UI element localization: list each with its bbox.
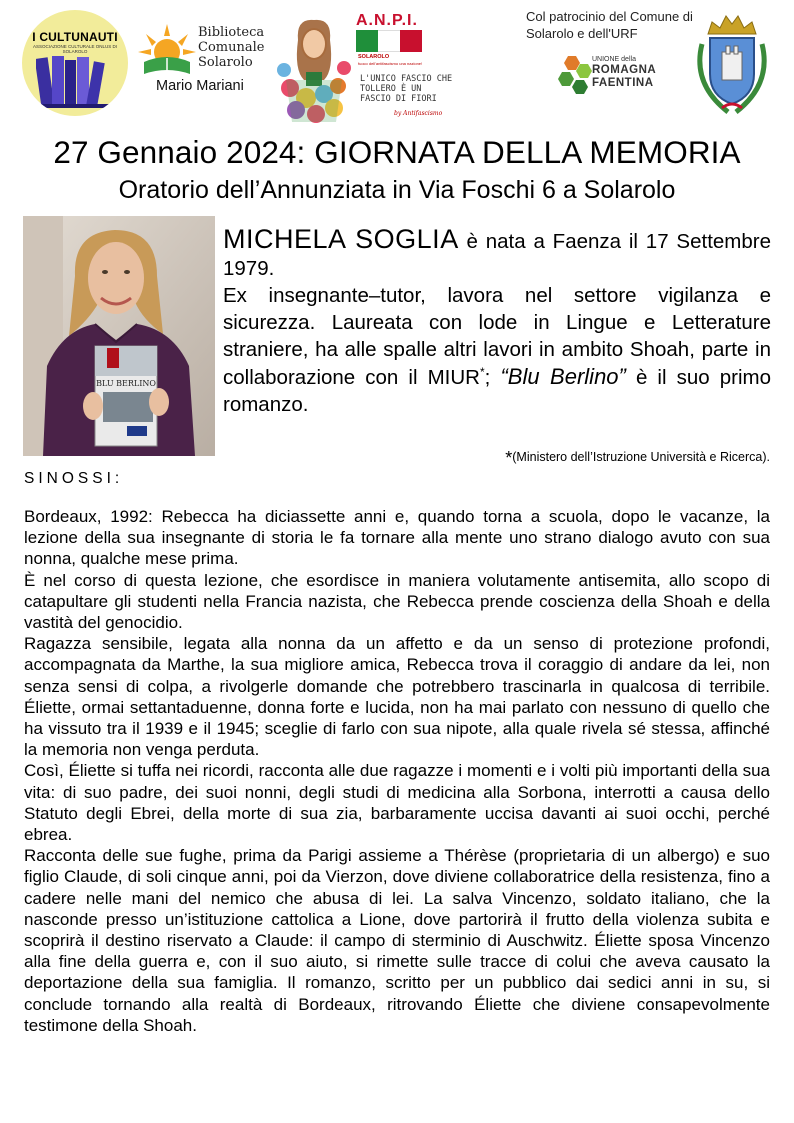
synopsis-paragraph: Ragazza sensibile, legata alla nonna da un affetto e da un senso di protezione profondi, accompagnata da Marthe, la sua migliore amica, Rebecca trova il coraggio di andare da lei, non senza sensi di colpa, a rivolgerle domande che potrebbero trascinarla in qualcosa di terribile. Éliette, ormai settantaduenne, donna forte e lucida, non ha mai parlato con nessuno di quello che ha vissuto tra il 1939 e il 1945; sceglie di farlo con sua nipote, alla quale rivela sé stessa, affinché la memoria non venga perduta. — [24, 634, 770, 760]
footnote — [505, 448, 770, 469]
bio-separator: ; — [484, 366, 501, 389]
footnote-text: (Ministero dell’Istruzione Università e Ricerca). — [512, 450, 770, 464]
biblioteca-line: Biblioteca — [198, 25, 265, 40]
patronage-line: Solarolo e dell'URF — [526, 26, 638, 41]
author-name: MICHELA SOGLIA — [223, 224, 459, 254]
synopsis-paragraph: Bordeaux, 1992: Rebecca ha diciassette anni e, quando torna a scuola, dopo le vacanze, la lezione della sua insegnante di storia le fa tornare alla mente uno strano dialogo avuto con sua nonna, qualche mese prima. — [24, 507, 770, 569]
bio-paragraph-career — [223, 282, 771, 418]
bio-paragraph-birth — [223, 226, 771, 282]
anpi-handwritten — [360, 74, 452, 104]
book-cover-title: BLU BERLINO — [96, 379, 156, 388]
biblioteca-name — [198, 25, 264, 70]
anpi-motto: fuoco dell'antifascismo una nazione! — [358, 61, 423, 66]
page-title: 27 Gennaio 2024: GIORNATA DELLA MEMORIA — [53, 134, 741, 170]
author-birth: è nata a Faenza il 17 Settembre 1979. — [223, 230, 771, 280]
synopsis-paragraph: Così, Éliette si tuffa nei ricordi, racconta alle due ragazze i momenti e i volti più importanti della sua vita: di suo padre, dei suoi nonni, degli studi di medicina alla Sorbona, interrotti a causa dello Statuto degli Ebrei, della morte di sua zia, barbaramente uccisa davanti ai suoi occhi, perché ebrea. — [24, 761, 770, 845]
coat-of-arms — [692, 4, 772, 116]
synopsis-paragraph: È nel corso di questa lezione, che esordisce in maniera volutamente antisemita, allo scopo di catapultare gli studenti nella Francia nazista, che Rebecca prende coscienza della Shoah e della vastità del genocidio. — [24, 570, 770, 633]
biblioteca-line: Solarolo — [198, 55, 253, 70]
biblioteca-person: Mario Mariani — [156, 78, 244, 94]
author-bio — [223, 226, 771, 418]
unione-line2: ROMAGNA — [592, 64, 657, 76]
page-subtitle: Oratorio dell’Annunziata in Via Foschi 6 a Solarolo — [118, 176, 676, 204]
synopsis-paragraph: Racconta delle sue fughe, prima da Parigi assieme a Thérèse (proprietaria di un albergo) e suo figlio Claude, di soli cinque anni, poi da Vierzon, dove diviene collaboratrice della resistenza, fino a cadere nelle mani del nemico che abusa di lei. La salva Vincenzo, soldato italiano, che la nasconde presso un’istituzione cattolica a Lione, dove partorirà il frutto della violenza subita e scoprirà il destino riservato a Claude: il campo di sterminio di Auschwitz. Éliette sposa Vincenzo alla fine della guerra e, con il suo aiuto, si rimette sulle tracce di colui che aveva causato la deportazione della sua famiglia. Il romanzo, scritto per un pubblico dai sedici anni in su, si conclude tornando alla realtà di Bordeaux, ritrovando Éliette che diviene consapevolmente testimone della Shoah. — [24, 846, 770, 1035]
biblioteca-logo — [138, 20, 268, 100]
sun-book-icon — [138, 22, 196, 78]
unione-romagna-logo — [556, 52, 686, 96]
biblioteca-line: Comunale — [198, 40, 265, 55]
books-icon — [36, 54, 116, 110]
anpi-flowers-logo — [276, 10, 462, 126]
handwritten-line: TOLLERO È UN — [360, 84, 422, 94]
anpi-place: SOLAROLO — [358, 54, 390, 60]
bio-career: Ex insegnante–tutor, lavora nel settore vigilanza e sicurezza. Laureata con lode in Lingue e Letterature straniere, ha alle spalle altri lavori in ambito Shoah, parte in collaborazione con il MIUR — [223, 284, 771, 389]
bio-closing: è il suo primo romanzo. — [223, 366, 772, 416]
synopsis — [24, 506, 770, 1036]
footnote-marker: * — [479, 365, 485, 380]
anpi-signature: by Antifascismo — [394, 110, 443, 117]
flower-woman-icon — [276, 10, 352, 126]
hexagons-icon — [556, 54, 592, 94]
author-portrait-image — [23, 216, 215, 456]
patronage-line: Col patrocinio del Comune di — [526, 9, 693, 24]
synopsis-heading: SINOSSI: — [24, 470, 124, 487]
coat-of-arms-icon — [692, 4, 772, 116]
cultunauti-tagline: ASSOCIAZIONE CULTURALE ONLUS DI SOLAROLO — [33, 44, 117, 54]
author-photo — [23, 216, 215, 456]
footnote-star: * — [505, 448, 513, 468]
handwritten-line: L'UNICO FASCIO CHE — [360, 74, 453, 84]
handwritten-line: FASCIO DI FIORI — [360, 94, 437, 104]
unione-line3: FAENTINA — [592, 77, 654, 89]
book-title: “Blu Berlino” — [500, 364, 626, 389]
unione-line1: UNIONE della — [592, 56, 636, 63]
italian-flag-icon — [356, 30, 422, 52]
anpi-name: A.N.P.I. — [356, 12, 418, 29]
patronage-text — [526, 8, 693, 42]
cultunauti-name: I CULTUNAUTI — [32, 30, 118, 44]
cultunauti-logo — [22, 10, 128, 116]
